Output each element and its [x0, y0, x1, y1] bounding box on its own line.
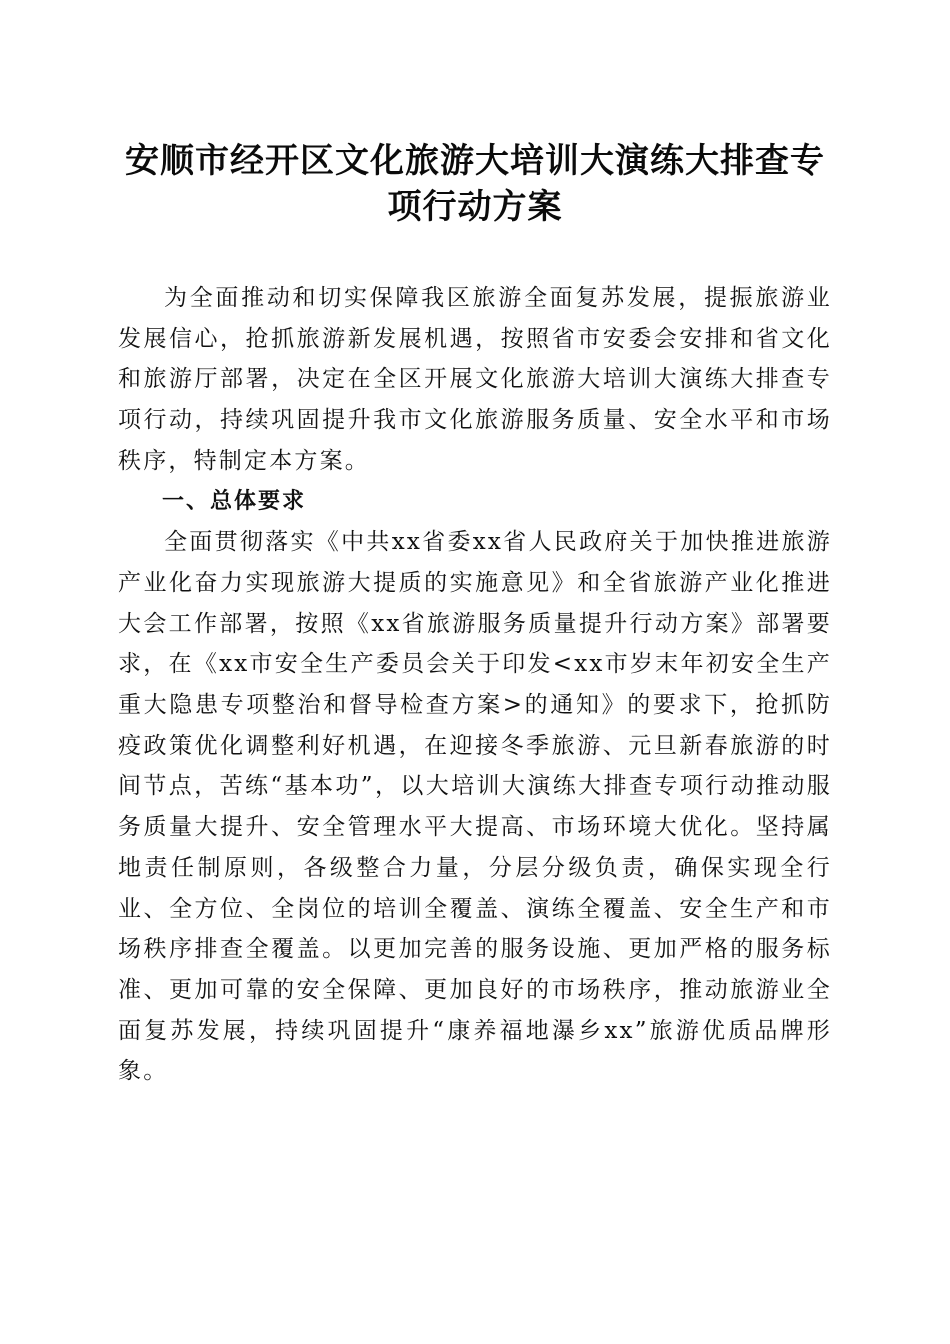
section-paragraph-general-requirements: 全面贯彻落实《中共xx省委xx省人民政府关于加快推进旅游产业化奋力实现旅游大提质的实施意见》和全省旅游产业化推进大会工作部署，按照《xx省旅游服务质量提升行动方案》部署要求，在《xx市安全生产委员会关于印发<xx市岁末年初安全生产重大隐患专项整治和督导检查方案>的通知》的要求下，抢抓防疫政策优化调整利好机遇，在迎接冬季旅游、元旦新春旅游的时间节点，苦练“基本功”，以大培训大演练大排查专项行动推动服务质量大提升、安全管理水平大提高、市场环境大优化。坚持属地责任制原则，各级整合力量，分层分级负责，确保实现全行业、全方位、全岗位的培训全覆盖、演练全覆盖、安全生产和市场秩序排查全覆盖。以更加完善的服务设施、更加严格的服务标准、更加可靠的安全保障、更加良好的市场秩序，推动旅游业全面复苏发展，持续巩固提升“康养福地瀑乡xx”旅游优质品牌形象。 [118, 529, 832, 1085]
document-title [110, 138, 840, 230]
document-title-line-1: 安顺市经开区文化旅游大培训大演练大排查专 [125, 141, 825, 181]
document-body [118, 278, 832, 1092]
document-title-line-2: 项行动方案 [387, 187, 563, 227]
section-heading-general-requirements: 一、总体要求 [162, 488, 307, 514]
intro-paragraph: 为全面推动和切实保障我区旅游全面复苏发展，提振旅游业发展信心，抢抓旅游新发展机遇，按照省市安委会安排和省文化和旅游厅部署，决定在全区开展文化旅游大培训大演练大排查专项行动，持续巩固提升我市文化旅游服务质量、安全水平和市场秩序，特制定本方案。 [118, 285, 832, 474]
